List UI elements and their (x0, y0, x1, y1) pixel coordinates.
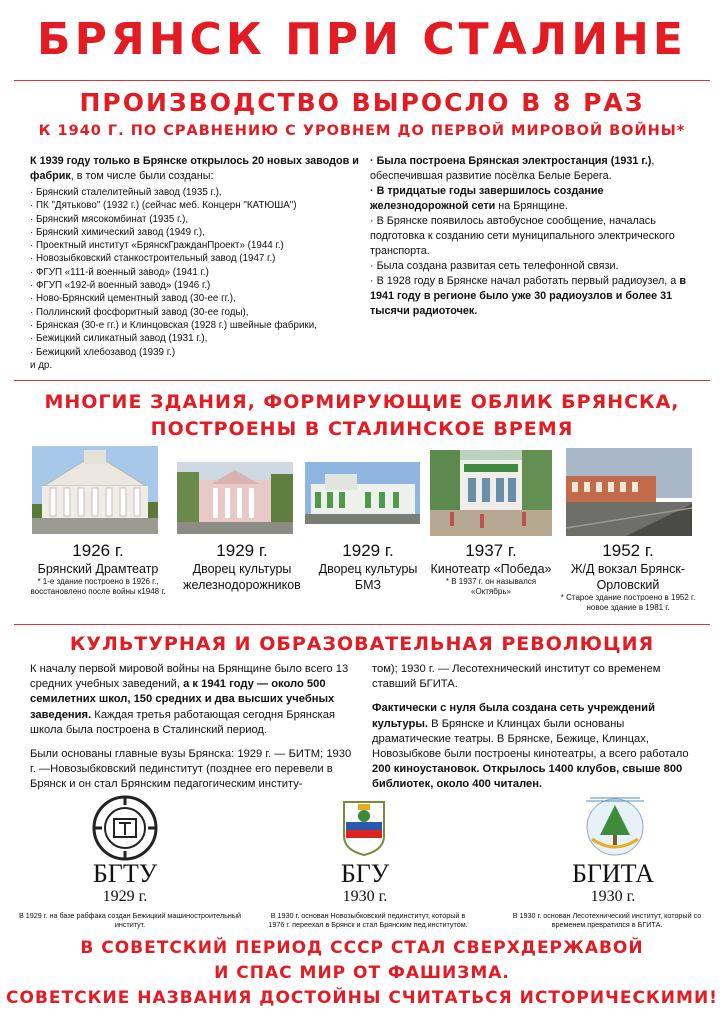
building-year: 1952 г. (602, 541, 654, 560)
building-caption: Кинотеатр «Победа» (430, 562, 552, 576)
list-item: · ФГУП «192-й военный завод» (1946 г.) (30, 280, 211, 292)
university-abbr: БГТУ (92, 859, 158, 888)
building-caption: Дворец культуры БМЗ (318, 562, 418, 592)
list-item: · Поллинский фосфоритный завод (30-ее годы), (30, 306, 249, 318)
factories-column (30, 154, 360, 372)
education-text: Каждая третья работающая сегодня Брянская школа была построена в Сталинский период. (30, 708, 335, 736)
university-abbr: БГУ (340, 859, 390, 888)
list-item: · Бежицкий силикатный завод (1931 г.), (30, 333, 208, 345)
university-year: 1930 г. (342, 888, 388, 905)
list-item: · Проектный институт «БрянскГражданПроект» (1944 г.) (30, 240, 284, 252)
bgtu-logo (92, 795, 158, 861)
education-left-column (30, 662, 355, 802)
bullet-text: на Брянщине. (495, 200, 568, 212)
list-item: · ПК "Дятьково" (1932 г.) (сейчас меб. Концерн "КАТЮША") (30, 200, 297, 212)
bullet-item (370, 274, 700, 319)
list-item: · ФГУП «111-й военный завод» (1941 г.) (30, 266, 209, 278)
bullet-text: · Была создана развитая сеть телефонной связи. (370, 260, 619, 272)
education-text-bold: а к 1941 году — около 500 семилетних школ, 150 средних и два высших учебных заведения. (30, 678, 335, 721)
bullet-text: · В 1928 году в Брянске начал работать первый радиоузел, а (370, 275, 680, 287)
bullet-text: · В Брянске появилось автобусное сообщение, началась подготовка к созданию сети муниципального электрического транспорта. (370, 215, 675, 257)
list-item: и др. (30, 359, 53, 371)
factories-list (30, 186, 360, 372)
education-text: том); 1930 г. — Лесотехнический институт со временем ставший БГИТА. (372, 663, 661, 691)
bullet-bold: в 1941 году в регионе было уже 30 радиоузлов и более 31 тысячи радиоточек. (370, 275, 686, 317)
railway-palace-photo (177, 462, 293, 534)
university-note: В 1930 г. основан Лесотехнический институт, который со временем превратился в БГИТА. (512, 911, 702, 929)
bullet-bold: · В тридцатые годы завершилось создание железнодорожной сети (370, 185, 604, 212)
university-card (60, 860, 190, 906)
building-year: 1926 г. (72, 541, 124, 560)
building-card (30, 541, 166, 597)
building-caption: Брянский Драмтеатр (37, 562, 159, 576)
list-item: · Ново-Брянский цементный завод (30-ее гг.), (30, 293, 236, 305)
university-year: 1929 г. (102, 888, 148, 905)
education-text: В Брянске и Клинцах были основаны драматические театры. В Брянске, Бежице, Клинцах, Новозыбкове были построены кинотеатры, а всего работало (372, 717, 689, 761)
list-item: · Брянский химический завод (1949 г.), (30, 226, 205, 238)
education-text-bold: Фактически с нуля была создана сеть учреждений культуры. (372, 702, 655, 730)
building-card (318, 541, 418, 593)
pobeda-cinema-photo (430, 450, 552, 536)
bullet-bold: · Была построена Брянская электростанция (1931 г.) (370, 155, 652, 167)
production-subheading: К 1940 Г. ПО СРАВНЕНИЮ С УРОВНЕМ ДО ПЕРВОЙ МИРОВОЙ ВОЙНЫ* (38, 123, 686, 139)
building-year: 1937 г. (465, 541, 517, 560)
university-note: В 1929 г. на базе рабфака создан Бежицкий машиностроительный институт. (18, 911, 242, 929)
university-card (548, 860, 678, 906)
building-note: * В 1937 г. он назывался «Октябрь» (445, 577, 537, 596)
list-item: · Брянский мясокомбинат (1935 г.), (30, 213, 189, 225)
education-text: Были основаны главные вузы Брянска: 1929 г. — БИТМ; 1930 г. —Новозыбковский пединститут (позднее его перевели в Брянск и он стал Брянским педагогическим институ- (30, 748, 352, 791)
building-card (558, 541, 698, 613)
building-card (430, 541, 552, 597)
building-year: 1929 г. (342, 541, 394, 560)
factories-intro: , в том числе были созданы: (70, 170, 214, 182)
bgita-logo (580, 795, 650, 859)
page-title: БРЯНСК ПРИ СТАЛИНЕ (37, 14, 687, 65)
buildings-heading-line2: ПОСТРОЕНЫ В СТАЛИНСКОЕ ВРЕМЯ (150, 418, 574, 440)
footer-slogan-line3: СОВЕТСКИЕ НАЗВАНИЯ ДОСТОЙНЫ СЧИТАТЬСЯ ИСТОРИЧЕСКИМИ! (6, 988, 718, 1008)
factories-intro-bold: К 1939 году только в Брянске открылось 20 новых заводов и фабрик (30, 155, 359, 182)
bullet-item (370, 259, 700, 274)
list-item: · Брянский сталелитейный завод (1935 г.), (30, 187, 222, 198)
building-year: 1929 г. (216, 541, 268, 560)
divider (14, 380, 710, 381)
footer-slogan-line2: И СПАС МИР ОТ ФАШИЗМА. (214, 963, 510, 983)
list-item: · Новозыбковский станкостроительный завод (1947 г.) (30, 253, 276, 265)
railway-station-photo (566, 448, 692, 536)
building-card (172, 541, 312, 593)
bullet-item (370, 184, 700, 214)
building-note: * Старое здание построено в 1952 г. новое здание в 1981 г. (560, 593, 696, 612)
bullet-text: , обеспечившая развитие посёлка Белые Берега. (370, 155, 655, 182)
buildings-heading-line1: МНОГИЕ ЗДАНИЯ, ФОРМИРУЮЩИЕ ОБЛИК БРЯНСКА, (44, 391, 680, 413)
bullet-item (370, 154, 700, 184)
building-caption: Дворец культуры железнодорожников (183, 562, 301, 592)
education-right-column (372, 662, 697, 802)
education-text: К началу первой мировой войны на Брянщине было всего 13 средних учебных заведений, (30, 663, 349, 691)
building-caption: Ж/Д вокзал Брянск-Орловский (570, 562, 686, 592)
list-item: · Бежицкий хлебозавод (1939 г.) (30, 346, 176, 358)
education-text-bold: 200 киноустановок. Открылось 1400 клубов, свыше 800 библиотек, около 400 читален. (372, 763, 683, 791)
university-abbr: БГИТА (571, 859, 655, 888)
production-heading: ПРОИЗВОДСТВО ВЫРОСЛО В 8 РАЗ (79, 88, 645, 117)
list-item: · Брянская (30-е гг.) и Клинцовская (1928 г.) швейные фабрики, (30, 319, 317, 331)
university-year: 1930 г. (590, 888, 636, 905)
university-note: В 1930 г. основан Новозыбковский пединститут, который в 1976 г. переехал в Брянск и стал Брянским пед.институтом. (268, 911, 468, 929)
drama-theatre-photo (32, 446, 158, 534)
bmz-palace-photo (305, 462, 420, 524)
divider (14, 80, 710, 81)
footer-slogan-line1: В СОВЕТСКИЙ ПЕРИОД СССР СТАЛ СВЕРХДЕРЖАВОЙ (80, 938, 644, 958)
building-note: * 1-е здание построено в 1926 г., восстановлено после войны к1948 г. (30, 577, 166, 596)
achievements-column (370, 154, 700, 319)
university-card (310, 860, 420, 906)
divider (14, 624, 710, 625)
bgu-logo (342, 800, 386, 856)
bullet-item (370, 214, 700, 259)
education-heading: КУЛЬТУРНАЯ И ОБРАЗОВАТЕЛЬНАЯ РЕВОЛЮЦИЯ (69, 633, 655, 655)
